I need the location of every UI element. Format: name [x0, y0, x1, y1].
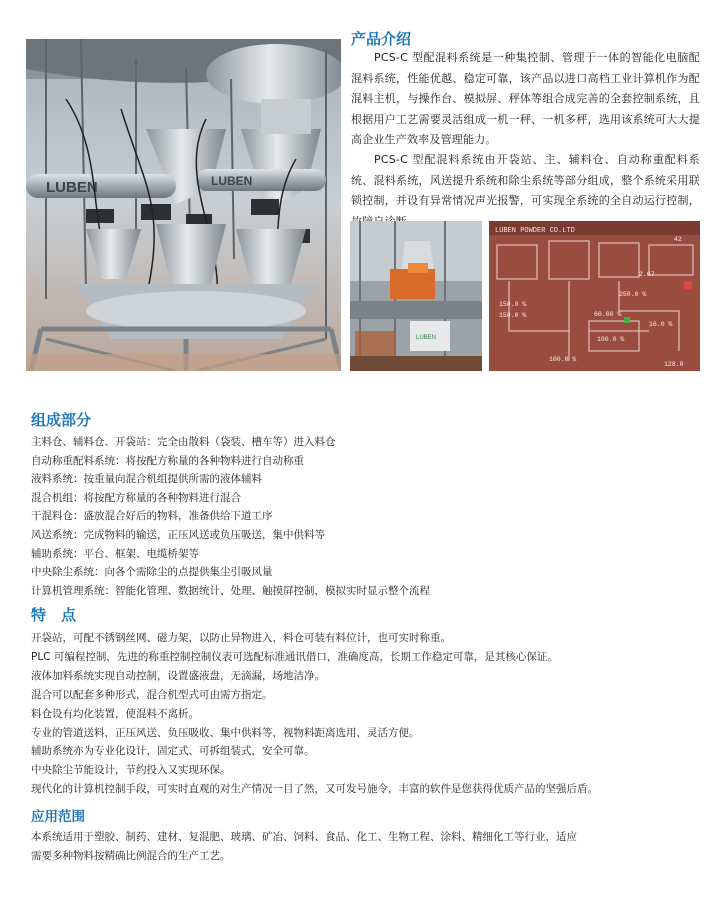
list-item: 中央除尘系统：向各个需除尘的点提供集尘引吸风量	[31, 566, 273, 579]
panel-header: LUBEN POWDER CO.LTD	[495, 227, 575, 235]
svg-text:150.0 %: 150.0 %	[499, 312, 527, 319]
list-item: 辅助系统：平台、框架、电缆桥架等	[31, 547, 199, 560]
features-title: 特 点	[31, 606, 77, 624]
intro-paragraph-1: PCS-C 型配混料系统是一种集控制、管理于一体的智能化电脑配混料系统，性能优越、稳定可靠，该产品以进口高档工业计算机作为配混料主机，与操作台、模拟屏、秤体等组合成完善的全套控制系统，且根据用户工艺需要灵活组成一机一秤、一机多秤，选用该系统可大大提高企业生产效率及管理能力。	[351, 51, 700, 146]
svg-text:100.0 %: 100.0 %	[597, 336, 625, 343]
list-item: 混合可以配套多种形式，混合机型式可由需方指定。	[31, 688, 273, 701]
svg-text:128.0: 128.0	[664, 361, 684, 368]
list-item: 开袋站，可配不锈钢丝网、磁力架，以防止异物进入，料仓可装有料位计，也可实时称重。	[31, 632, 451, 644]
list-item: 混合机组：将按配方称量的各种物料进行混合	[31, 491, 241, 504]
list-item: 液料系统：按重量向混合机组提供所需的液体辅料	[31, 473, 262, 486]
list-item: 中央除尘节能设计，节约投入又实现环保。	[31, 764, 231, 777]
list-item: 专业的管道送料，正压风送、负压吸收、集中供料等，视物料距离选用，灵活方便。	[31, 726, 420, 739]
intro-paragraph-2: PCS-C 型配混料系统由开袋站、主、辅料仓、自动称重配料系统、混料系统，风送提升系统和除尘系统等部分组成，整个系统采用联锁控制，并设有异常情况声光报警，可实现全系统的全自动运行控制，	[351, 153, 700, 207]
list-item: 液体加料系统实现自动控制，设置盛液盘，无滴漏，场地洁净。	[31, 669, 325, 682]
svg-text:2.67: 2.67	[639, 271, 655, 278]
list-item: 料仓设有均化装置，使混料不离析。	[31, 707, 199, 720]
svg-text:150.0 %: 150.0 %	[499, 301, 527, 308]
applications-title: 应用范围	[31, 809, 85, 825]
svg-text:LUBEN: LUBEN	[211, 174, 253, 188]
composition-list	[31, 433, 430, 600]
brand-text: LUBEN	[46, 179, 98, 196]
intro-title: 产品介绍	[351, 30, 412, 48]
composition-title: 组成部分	[31, 411, 92, 429]
svg-text:100.0 %: 100.0 %	[549, 356, 577, 363]
svg-text:16.0 %: 16.0 %	[649, 321, 673, 328]
svg-text:LUBEN: LUBEN	[416, 335, 437, 341]
applications-line-2: 需要多种物料按精确比例混合的生产工艺。	[31, 850, 231, 862]
svg-text:250.0 %: 250.0 %	[619, 291, 647, 298]
list-item: 主料仓、辅料仓、开袋站：完全由散料（袋装、槽车等）进入料仓	[31, 436, 336, 448]
list-item: 风送系统：完成物料的输送，正压风送或负压吸送，集中供料等	[31, 528, 325, 541]
list-item: PLC 可编程控制，先进的称重控制控制仪表可选配标准通讯借口，准确度高，长期工作稳定可靠，是其核心保证。	[31, 650, 558, 663]
list-item: 计算机管理系统：智能化管理、数据统计、处理、触摸屏控制，模拟实时显示整个流程	[31, 584, 430, 597]
svg-text:60.00 %: 60.00 %	[594, 311, 622, 318]
applications-line-1: 本系统适用于塑胶、制药、建材、复混肥、玻璃、矿冶、饲料、食品、化工、生物工程、涂料、精细化工等行业，适应	[31, 831, 577, 843]
list-item: 现代化的计算机控制手段，可实时直观的对生产情况一目了然，又可发号施令，丰富的软件是您获得优质产品的坚强后盾。	[31, 783, 598, 796]
control-panel-photo	[489, 221, 700, 371]
list-item: 自动称重配料系统：将按配方称量的各种物料进行自动称重	[31, 454, 304, 467]
svg-text:42: 42	[674, 236, 682, 243]
list-item: 辅助系统亦为专业化设计，固定式、可拆组装式，安全可靠。	[31, 745, 315, 758]
factory-photo	[350, 221, 482, 371]
features-list	[31, 629, 598, 799]
list-item: 干混料仓：盛放混合好后的物料，准备供给下道工序	[31, 510, 273, 523]
equipment-photo	[26, 39, 341, 371]
